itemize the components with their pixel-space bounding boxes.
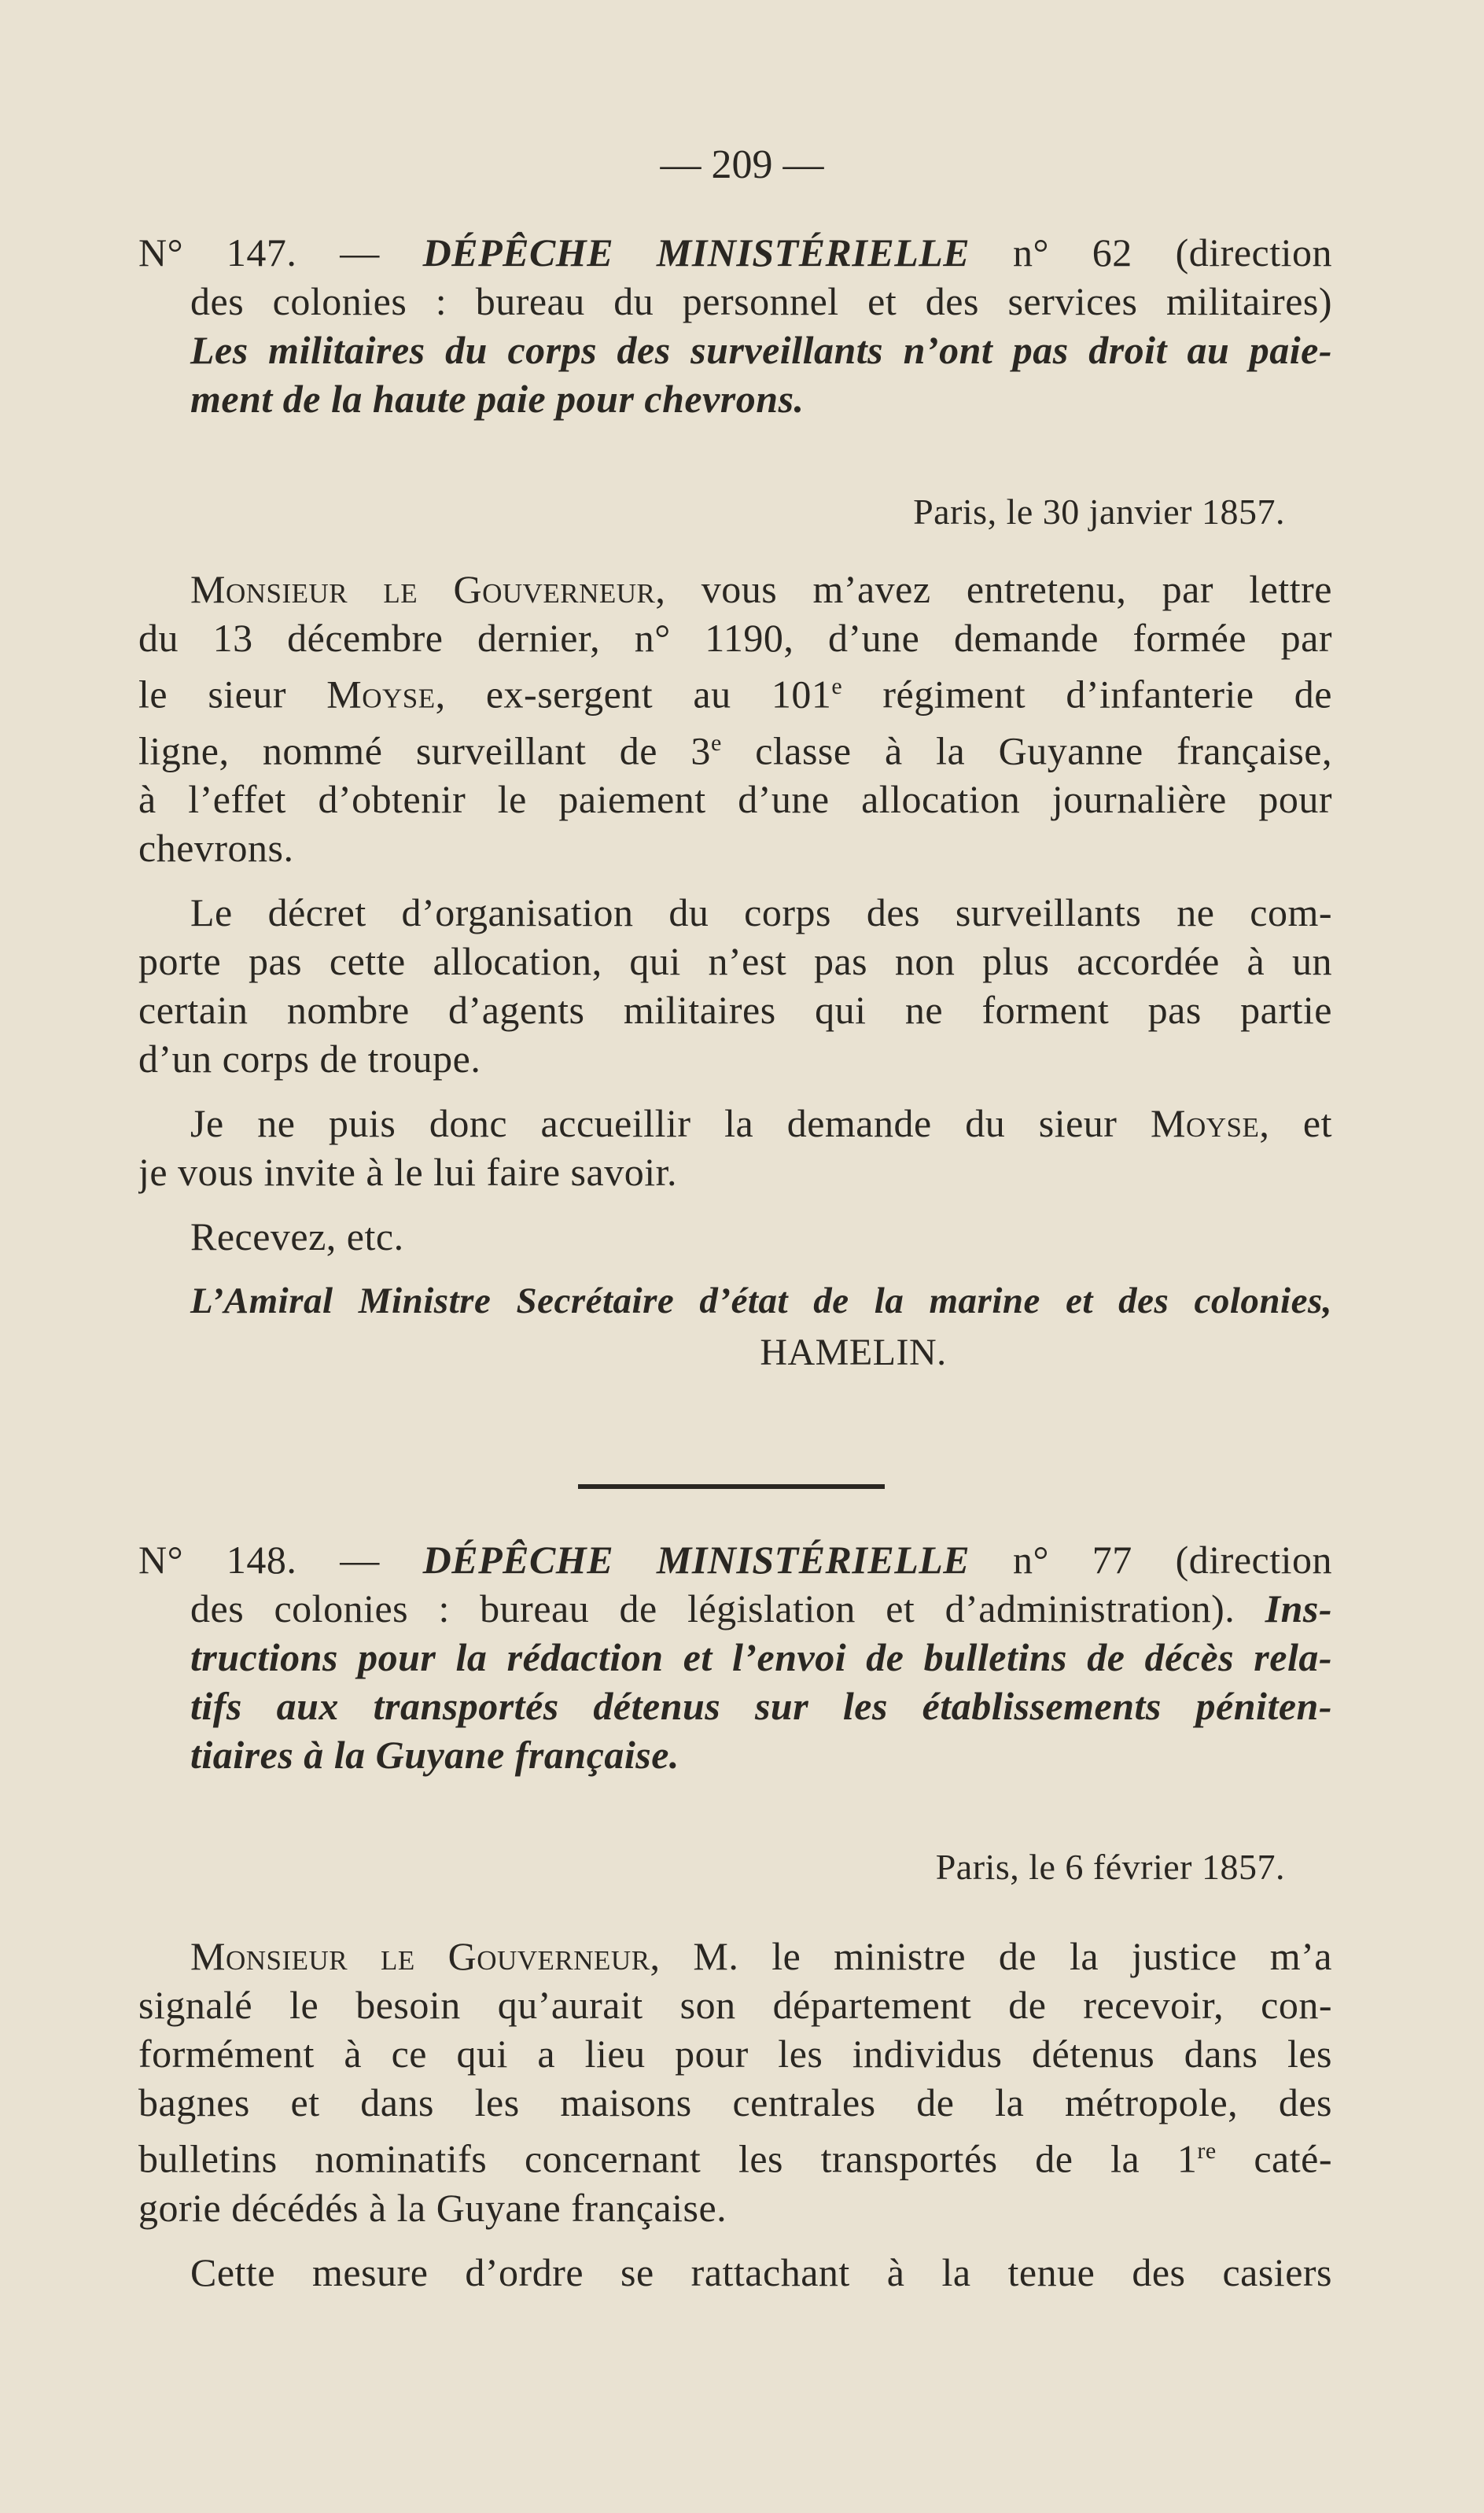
text: régiment d’infanterie de bbox=[842, 672, 1332, 717]
doc147-summary-line1: Les militaires du corps des surveillants n’ont pas droit au paie- bbox=[190, 328, 1332, 372]
summary-start: Ins- bbox=[1265, 1586, 1332, 1631]
text: , et bbox=[1259, 1101, 1332, 1146]
text: le sieur bbox=[138, 672, 327, 717]
doc-reference: n° 62 (direction bbox=[970, 230, 1332, 275]
doc147-p1-line6: chevrons. bbox=[138, 826, 294, 871]
doc147-signature: HAMELIN. bbox=[760, 1332, 947, 1374]
doc148-p1-line2: signalé le besoin qu’aurait son département de recevoir, con- bbox=[138, 1983, 1332, 2027]
text: classe à la Guyanne française, bbox=[721, 728, 1332, 773]
text: M. le ministre de la justice m’a bbox=[660, 1934, 1332, 1978]
doc147-p2-line3: certain nombre d’agents militaires qui ne forment pas partie bbox=[138, 988, 1332, 1033]
doc147-dateline: Paris, le 30 janvier 1857. bbox=[913, 492, 1285, 532]
doc148-summary-line3: tiaires à la Guyane française. bbox=[190, 1733, 679, 1777]
document-148 bbox=[138, 1535, 1332, 1779]
salutation: Monsieur le Gouverneur, bbox=[190, 1934, 661, 1978]
doc148-p1-line1 bbox=[138, 1932, 1332, 1981]
doc-reference: n° 77 (direction bbox=[970, 1538, 1332, 1582]
doc148-body bbox=[138, 1932, 1332, 2297]
text: vous m’avez entretenu, par lettre bbox=[665, 567, 1332, 611]
doc-title: DÉPÊCHE MINISTÉRIELLE bbox=[422, 230, 970, 275]
section-divider bbox=[578, 1484, 885, 1489]
superscript: e bbox=[710, 729, 722, 756]
doc148-summary-line1: tructions pour la rédaction et l’envoi de bulletins de décès rela- bbox=[190, 1635, 1332, 1679]
doc148-p2-line1: Cette mesure d’ordre se rattachant à la tenue des casiers bbox=[190, 2250, 1332, 2294]
doc147-p1-line1 bbox=[138, 565, 1332, 614]
doc148-p1-line3: formément à ce qui a lieu pour les individus détenus dans les bbox=[138, 2032, 1332, 2076]
doc148-dateline: Paris, le 6 février 1857. bbox=[935, 1847, 1285, 1887]
doc147-p2-line1: Le décret d’organisation du corps des surveillants ne com- bbox=[190, 890, 1332, 935]
name-moyse: Moyse bbox=[1151, 1101, 1260, 1146]
doc147-summary-line2: ment de la haute paie pour chevrons. bbox=[190, 377, 805, 421]
doc147-closing: Recevez, etc. bbox=[190, 1214, 404, 1259]
doc148-p1-line5 bbox=[138, 2127, 1332, 2183]
doc148-header-line1 bbox=[138, 1535, 1332, 1584]
name-moyse: Moyse bbox=[326, 672, 436, 717]
text: caté- bbox=[1216, 2136, 1332, 2181]
doc147-p2-line2: porte pas cette allocation, qui n’est pas non plus accordée à un bbox=[138, 939, 1332, 984]
text: Je ne puis donc accueillir la demande du sieur bbox=[190, 1101, 1151, 1146]
text: , ex-sergent au 101 bbox=[435, 672, 832, 717]
text: ligne, nommé surveillant de 3 bbox=[138, 728, 711, 773]
doc148-header-line2 bbox=[138, 1584, 1332, 1633]
doc147-p1-line5: à l’effet d’obtenir le paiement d’une allocation journalière pour bbox=[138, 777, 1332, 822]
doc-number: N° 147. — bbox=[138, 230, 423, 275]
doc147-p1-line2: du 13 décembre dernier, n° 1190, d’une demande formée par bbox=[138, 616, 1332, 660]
text: des colonies : bureau de législation et d’administration). bbox=[190, 1586, 1265, 1631]
doc-number: N° 148. — bbox=[138, 1538, 423, 1582]
doc148-summary-line2: tifs aux transportés détenus sur les établissements péniten- bbox=[190, 1684, 1332, 1728]
doc147-p1-line3 bbox=[138, 662, 1332, 719]
doc148-dateline-wrap bbox=[138, 1843, 1332, 1892]
doc147-body bbox=[138, 565, 1332, 1377]
doc147-dateline-wrap bbox=[138, 488, 1332, 536]
doc-title: DÉPÊCHE MINISTÉRIELLE bbox=[422, 1538, 970, 1582]
page-number: — 209 — bbox=[660, 142, 824, 187]
superscript: e bbox=[831, 673, 843, 699]
superscript: re bbox=[1197, 2138, 1217, 2164]
document-147 bbox=[138, 228, 1332, 423]
doc147-p1-line4 bbox=[138, 719, 1332, 776]
doc147-signatory-title: L’Amiral Ministre Secrétaire d’état de la marine et des colonies, bbox=[190, 1280, 1332, 1322]
doc147-p3-line1 bbox=[138, 1099, 1332, 1148]
doc147-header-line1 bbox=[138, 228, 1332, 277]
salutation: Monsieur le Gouverneur, bbox=[190, 567, 666, 611]
doc147-p2-line4: d’un corps de troupe. bbox=[138, 1037, 481, 1081]
doc147-header-line2: des colonies : bureau du personnel et des services militaires) bbox=[190, 279, 1332, 323]
doc148-p1-line6: gorie décédés à la Guyane française. bbox=[138, 2185, 727, 2230]
doc147-p3-line2: je vous invite à le lui faire savoir. bbox=[138, 1150, 677, 1195]
text: bulletins nominatifs concernant les transportés de la 1 bbox=[138, 2136, 1198, 2181]
doc148-p1-line4: bagnes et dans les maisons centrales de la métropole, des bbox=[138, 2080, 1332, 2124]
